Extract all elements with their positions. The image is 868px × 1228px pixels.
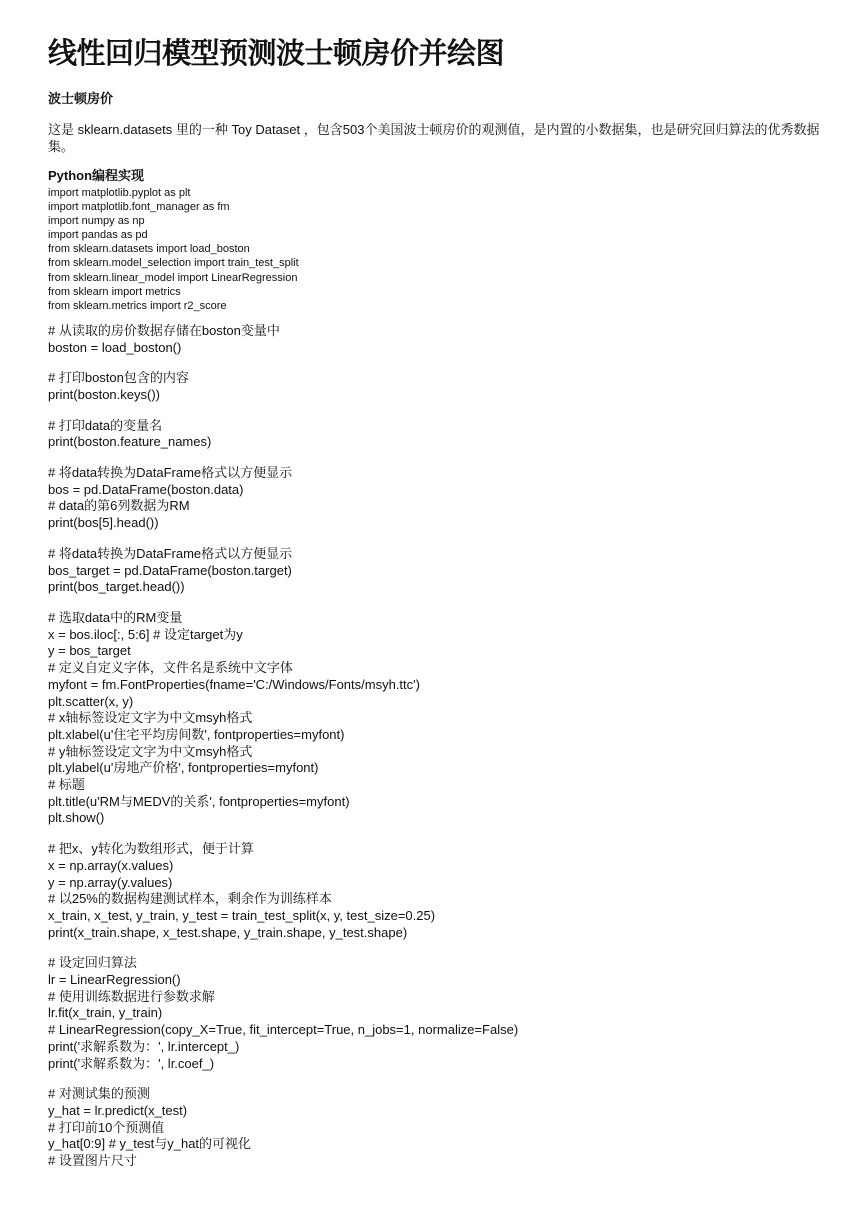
intro-paragraph: 这是 sklearn.datasets 里的一种 Toy Dataset ，包含503个美国波士顿房价的观测值，是内置的小数据集，也是研究回归算法的优秀数据集。 xyxy=(48,122,820,154)
import-line: from sklearn.linear_model import LinearRegression xyxy=(48,271,298,284)
code-comment-line: # y轴标签设定文字为中文msyh格式 xyxy=(48,743,253,759)
code-comment-line: # 以25%的数据构建测试样本，剩余作为训练样本 xyxy=(48,891,332,907)
import-line: from sklearn.datasets import load_boston xyxy=(48,243,250,256)
code-line: bos = pd.DataFrame(boston.data) xyxy=(48,481,244,497)
code-comment-line: # x轴标签设定文字为中文msyh格式 xyxy=(48,710,253,726)
code-line: print('求解系数为：', lr.coef_) xyxy=(48,1055,215,1071)
section-heading-python: Python编程实现 xyxy=(48,168,145,183)
code-line: x = bos.iloc[:, 5:6] # 设定target为y xyxy=(48,626,243,642)
block-spacer xyxy=(48,356,820,370)
code-block xyxy=(48,955,820,1072)
code-comment-line: # 选取data中的RM变量 xyxy=(48,609,183,625)
import-line: import matplotlib.pyplot as plt xyxy=(48,187,191,199)
code-comment-line: # 打印boston包含的内容 xyxy=(48,370,189,386)
code-line: lr = LinearRegression() xyxy=(48,972,181,988)
import-statements xyxy=(48,186,820,313)
code-block xyxy=(48,841,820,941)
block-spacer xyxy=(48,827,820,841)
block-spacer xyxy=(48,596,820,610)
code-comment-line: # data的第6列数据为RM xyxy=(48,498,190,514)
code-block xyxy=(48,418,820,451)
code-comment-line: # 对测试集的预测 xyxy=(48,1086,150,1102)
document-page xyxy=(48,32,820,1170)
code-line: plt.title(u'RM与MEDV的关系', fontproperties=myfont) xyxy=(48,793,350,809)
code-line: plt.ylabel(u'房地产价格', fontproperties=myfont) xyxy=(48,760,319,776)
code-line: myfont = fm.FontProperties(fname='C:/Windows/Fonts/msyh.ttc') xyxy=(48,676,420,692)
code-listing xyxy=(48,323,820,1170)
code-comment-line: # 打印前10个预测值 xyxy=(48,1119,165,1135)
code-comment-line: # 定义自定义字体，文件名是系统中文字体 xyxy=(48,660,293,676)
block-spacer xyxy=(48,404,820,418)
import-line: import numpy as np xyxy=(48,215,145,228)
import-line: import matplotlib.font_manager as fm xyxy=(48,201,230,214)
block-spacer xyxy=(48,1072,820,1086)
code-comment-line: # 使用训练数据进行参数求解 xyxy=(48,988,215,1004)
code-line: print('求解系数为：', lr.intercept_) xyxy=(48,1038,240,1054)
code-line: plt.xlabel(u'住宅平均房间数', fontproperties=myfont) xyxy=(48,726,345,742)
code-line: x = np.array(x.values) xyxy=(48,857,174,873)
import-line: from sklearn import metrics xyxy=(48,285,181,298)
code-line: bos_target = pd.DataFrame(boston.target) xyxy=(48,562,292,578)
code-line: y = np.array(y.values) xyxy=(48,874,173,890)
code-block xyxy=(48,1086,820,1170)
code-comment-line: # 打印data的变量名 xyxy=(48,417,163,433)
code-line: y_hat[0:9] # y_test与y_hat的可视化 xyxy=(48,1136,252,1152)
import-line: import pandas as pd xyxy=(48,229,148,242)
code-comment-line: # 标题 xyxy=(48,777,85,793)
code-line: y = bos_target xyxy=(48,643,131,659)
code-line: print(bos_target.head()) xyxy=(48,579,185,595)
code-block xyxy=(48,465,820,532)
code-comment-line: # 把x、y转化为数组形式，便于计算 xyxy=(48,841,254,857)
section-heading-boston: 波士顿房价 xyxy=(48,91,114,106)
code-line: print(boston.keys()) xyxy=(48,386,160,402)
code-comment-line: # 设定回归算法 xyxy=(48,955,137,971)
code-line: x_train, x_test, y_train, y_test = train_test_split(x, y, test_size=0.25) xyxy=(48,907,436,923)
import-line: from sklearn.model_selection import train_test_split xyxy=(48,257,299,270)
block-spacer xyxy=(48,532,820,546)
code-comment-line: # LinearRegression(copy_X=True, fit_intercept=True, n_jobs=1, normalize=False) xyxy=(48,1022,519,1038)
code-block xyxy=(48,370,820,403)
block-spacer xyxy=(48,451,820,465)
code-block xyxy=(48,323,820,356)
document-title: 线性回归模型预测波士顿房价并绘图 xyxy=(48,38,505,70)
code-line: print(x_train.shape, x_test.shape, y_train.shape, y_test.shape) xyxy=(48,924,408,940)
code-line: boston = load_boston() xyxy=(48,339,182,355)
code-line: print(boston.feature_names) xyxy=(48,434,212,450)
code-block xyxy=(48,546,820,596)
code-line: plt.scatter(x, y) xyxy=(48,693,134,709)
code-line: plt.show() xyxy=(48,810,105,826)
code-block xyxy=(48,610,820,827)
import-line: from sklearn.metrics import r2_score xyxy=(48,299,227,312)
code-comment-line: # 设置图片尺寸 xyxy=(48,1153,137,1169)
code-comment-line: # 将data转换为DataFrame格式以方便显示 xyxy=(48,545,293,561)
block-spacer xyxy=(48,941,820,955)
code-comment-line: # 将data转换为DataFrame格式以方便显示 xyxy=(48,465,293,481)
code-line: y_hat = lr.predict(x_test) xyxy=(48,1102,188,1118)
code-line: print(bos[5].head()) xyxy=(48,515,159,531)
code-comment-line: # 从读取的房价数据存储在boston变量中 xyxy=(48,322,280,338)
code-line: lr.fit(x_train, y_train) xyxy=(48,1005,163,1021)
